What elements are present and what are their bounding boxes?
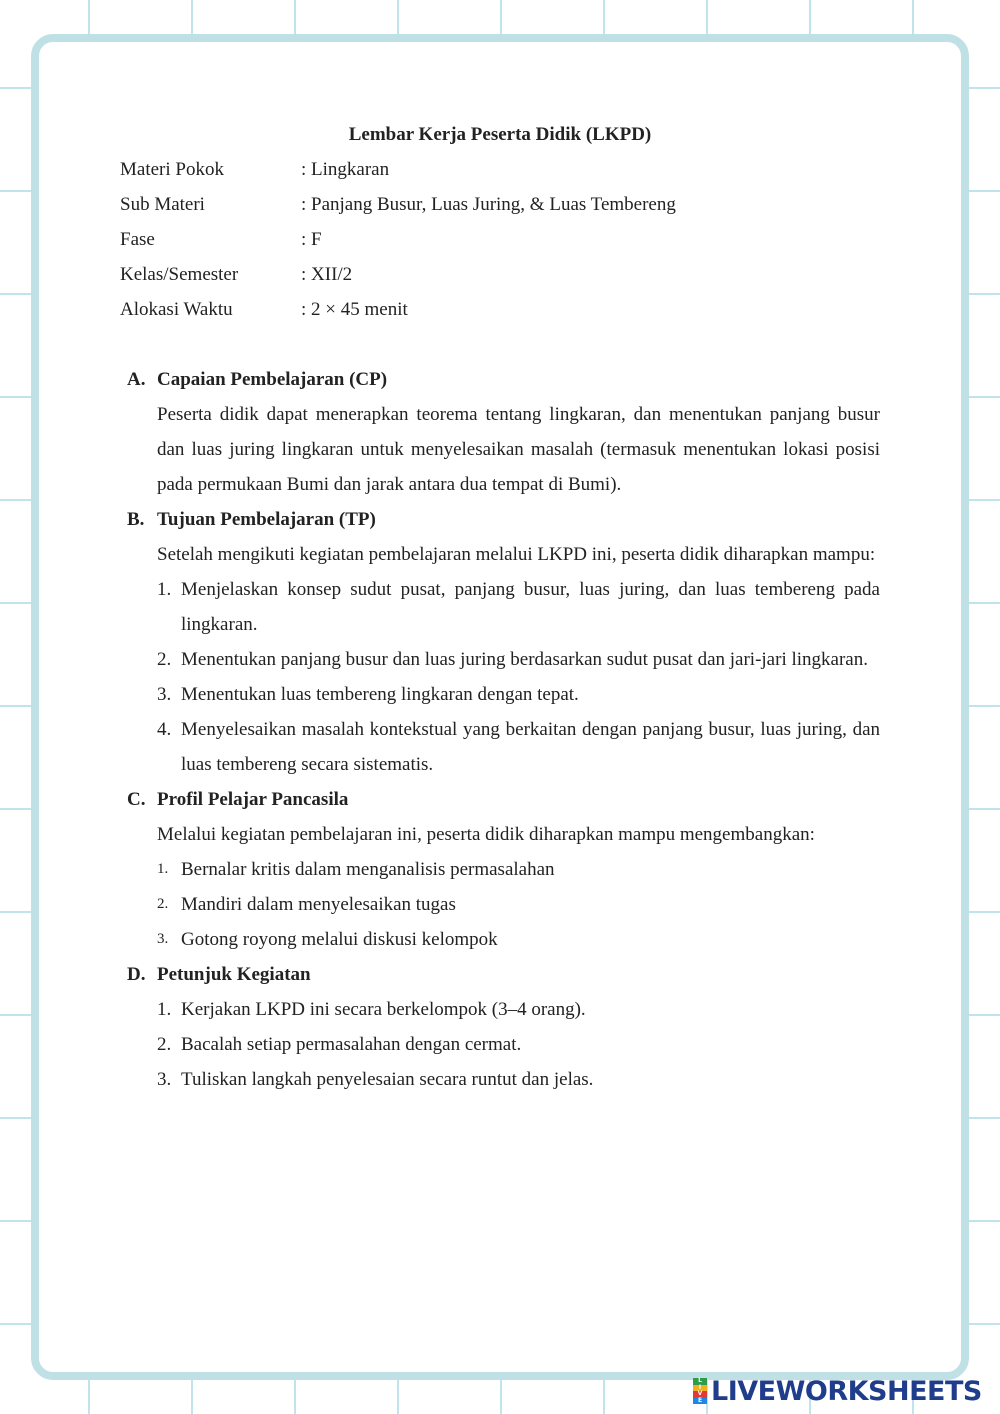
profile-list xyxy=(157,852,880,957)
badge-letter: I xyxy=(693,1385,707,1392)
meta-row xyxy=(120,152,676,187)
meta-key: Sub Materi xyxy=(120,194,205,215)
brand-name: LIVEWORKSHEETS xyxy=(711,1375,982,1407)
badge-letter: L xyxy=(693,1378,707,1385)
item-text: Mandiri dalam menyelesaikan tugas xyxy=(181,894,456,915)
item-text: Gotong royong melalui diskusi kelompok xyxy=(181,929,498,950)
meta-value: : 2 × 45 menit xyxy=(301,299,408,320)
meta-key: Fase xyxy=(120,229,155,250)
section-heading xyxy=(120,957,880,992)
item-number: 3. xyxy=(157,1069,172,1090)
list-item xyxy=(157,887,880,922)
list-item xyxy=(157,992,880,1027)
list-item xyxy=(157,712,880,782)
item-number: 2. xyxy=(157,649,172,670)
liveworksheets-logo[interactable] xyxy=(693,1374,993,1408)
item-text: Bernalar kritis dalam menganalisis permasalahan xyxy=(181,859,555,880)
item-number: 1. xyxy=(157,861,169,877)
section-heading xyxy=(120,502,880,537)
item-number: 1. xyxy=(157,579,172,600)
meta-key: Materi Pokok xyxy=(120,159,224,180)
meta-row xyxy=(120,187,676,222)
item-text: Menentukan luas tembereng lingkaran dengan tepat. xyxy=(181,684,579,705)
meta-key: Alokasi Waktu xyxy=(120,299,233,320)
section-petunjuk-kegiatan xyxy=(120,957,880,1097)
meta-value: : F xyxy=(301,229,322,250)
meta-row xyxy=(120,257,676,292)
list-item xyxy=(157,677,880,712)
instruction-list xyxy=(157,992,880,1097)
section-paragraph: Peserta didik dapat menerapkan teorema tentang lingkaran, dan menentukan panjang busur dan luas juring lingkaran untuk menyelesaikan masalah (termasuk menentukan lokasi posisi pada permukaan Bumi dan jarak antara dua tempat di Bumi). xyxy=(157,404,880,495)
item-number: 4. xyxy=(157,719,172,740)
item-text: Menentukan panjang busur dan luas juring berdasarkan sudut pusat dan jari-jari lingkaran. xyxy=(181,649,868,670)
objective-list xyxy=(157,572,880,782)
live-badge-icon xyxy=(693,1378,707,1404)
item-text: Kerjakan LKPD ini secara berkelompok (3–4 orang). xyxy=(181,999,586,1020)
item-text: Bacalah setiap permasalahan dengan cermat. xyxy=(181,1034,522,1055)
section-letter: B. xyxy=(127,509,145,530)
item-number: 3. xyxy=(157,684,172,705)
section-paragraph: Setelah mengikuti kegiatan pembelajaran melalui LKPD ini, peserta didik diharapkan mampu: xyxy=(157,544,876,565)
meta-table xyxy=(120,152,676,327)
item-number: 2. xyxy=(157,1034,172,1055)
badge-letter: V xyxy=(693,1391,707,1398)
section-heading xyxy=(120,782,880,817)
section-paragraph: Melalui kegiatan pembelajaran ini, peserta didik diharapkan mampu mengembangkan: xyxy=(157,824,815,845)
item-number: 3. xyxy=(157,931,169,947)
item-number: 1. xyxy=(157,999,172,1020)
item-number: 2. xyxy=(157,896,169,912)
section-heading xyxy=(120,362,880,397)
spacer xyxy=(120,327,880,362)
list-item xyxy=(157,1062,880,1097)
section-capaian-pembelajaran xyxy=(120,362,880,502)
list-item xyxy=(157,922,880,957)
item-text: Menjelaskan konsep sudut pusat, panjang busur, luas juring, dan luas tembereng pada lingkaran. xyxy=(181,579,880,635)
meta-value: : Panjang Busur, Luas Juring, & Luas Tembereng xyxy=(301,194,676,215)
list-item xyxy=(157,1027,880,1062)
section-letter: D. xyxy=(127,964,146,985)
item-text: Menyelesaikan masalah kontekstual yang berkaitan dengan panjang busur, luas juring, dan luas tembereng secara sistematis. xyxy=(181,719,880,775)
document-title: Lembar Kerja Peserta Didik (LKPD) xyxy=(348,124,652,145)
meta-row xyxy=(120,292,676,327)
meta-key: Kelas/Semester xyxy=(120,264,239,285)
section-title: Petunjuk Kegiatan xyxy=(157,964,311,985)
badge-letter: E xyxy=(693,1398,707,1405)
section-profil-pelajar-pancasila xyxy=(120,782,880,957)
meta-value: : Lingkaran xyxy=(301,159,390,180)
section-letter: C. xyxy=(127,789,146,810)
section-title: Tujuan Pembelajaran (TP) xyxy=(157,509,376,530)
section-letter: A. xyxy=(127,369,146,390)
section-tujuan-pembelajaran xyxy=(120,502,880,782)
item-text: Tuliskan langkah penyelesaian secara runtut dan jelas. xyxy=(181,1069,594,1090)
list-item xyxy=(157,642,880,677)
section-title: Capaian Pembelajaran (CP) xyxy=(157,369,388,390)
list-item xyxy=(157,852,880,887)
section-title: Profil Pelajar Pancasila xyxy=(157,789,349,810)
worksheet-content xyxy=(120,118,880,1097)
list-item xyxy=(157,572,880,642)
meta-value: : XII/2 xyxy=(301,264,353,285)
meta-row xyxy=(120,222,676,257)
